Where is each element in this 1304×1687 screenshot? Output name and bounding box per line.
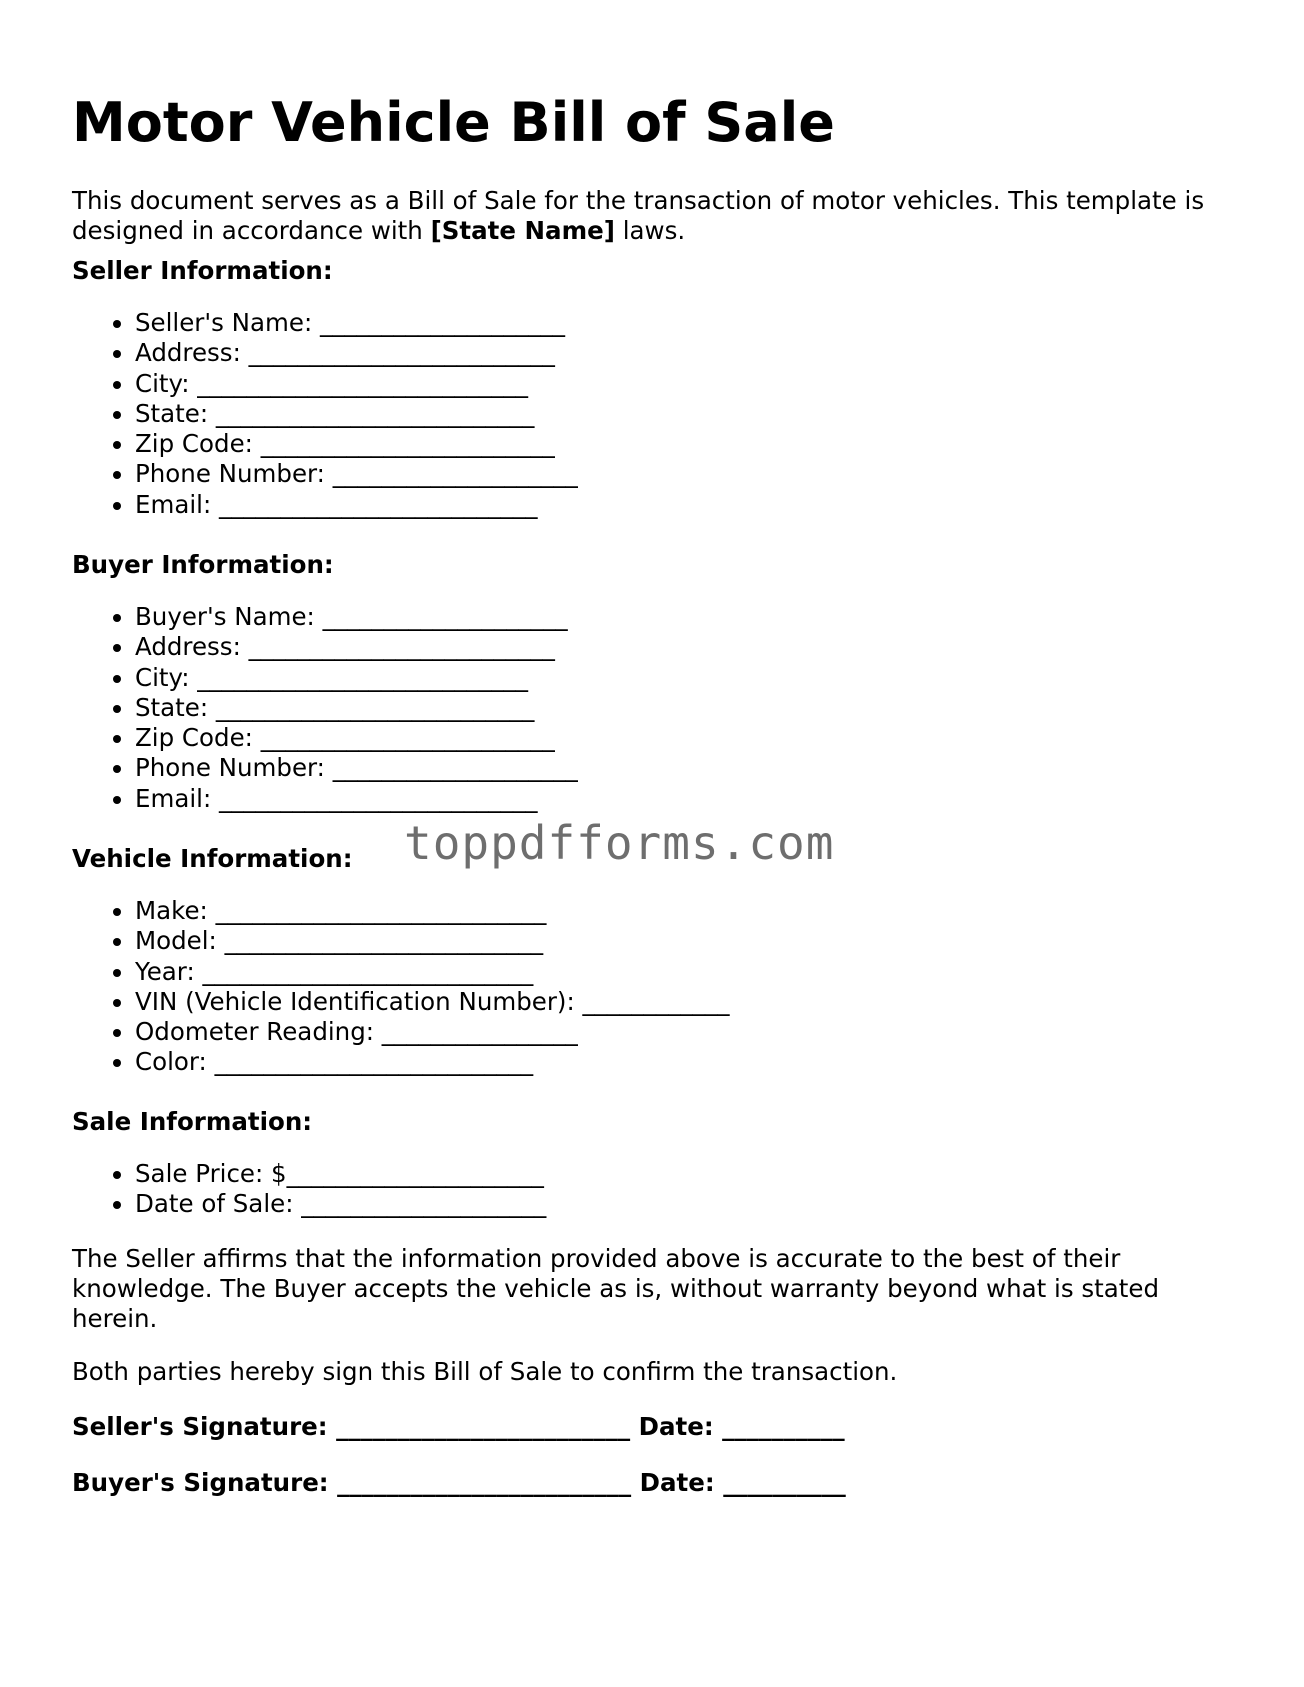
buyer-phone-field: • Phone Number: ____________________ [135,753,578,783]
seller-name-field: • Seller's Name: ____________________ [135,308,578,338]
buyer-name-field: • Buyer's Name: ____________________ [135,602,578,632]
buyer-address-field: • Address: _________________________ [135,632,578,662]
seller-zip-field: • Zip Code: ________________________ [135,429,578,459]
seller-city-field: • City: ___________________________ [135,369,578,399]
vehicle-color-field: • Color: __________________________ [135,1047,730,1077]
buyer-email-field: • Email: __________________________ [135,784,578,814]
intro-text-before: This document serves as a Bill of Sale for the transaction of motor vehicles. This template is designed in accordance with [72,186,1205,245]
buyer-section-heading: Buyer Information: [72,550,334,579]
buyer-fields-list [72,602,578,814]
vehicle-make-field: • Make: ___________________________ [135,896,730,926]
affirmation-paragraph: The Seller affirms that the information provided above is accurate to the best of their knowledge. The Buyer accepts the vehicle as is, without warranty beyond what is stated herein. [72,1244,1160,1333]
sale-section-heading: Sale Information: [72,1107,313,1136]
seller-state-field: • State: __________________________ [135,399,578,429]
vehicle-year-field: • Year: ___________________________ [135,957,730,987]
sale-date-field: • Date of Sale: ____________________ [135,1189,546,1219]
intro-text-after: laws. [614,216,686,245]
seller-phone-field: • Phone Number: ____________________ [135,459,578,489]
seller-email-field: • Email: __________________________ [135,490,578,520]
state-name-placeholder: [State Name] [430,216,615,245]
vehicle-model-field: • Model: __________________________ [135,926,730,956]
confirmation-paragraph: Both parties hereby sign this Bill of Sale to confirm the transaction. [72,1357,898,1386]
buyer-signature-line: Buyer's Signature: ________________________ Date: __________ [72,1468,846,1497]
watermark-text: toppdfforms.com [404,816,835,870]
document-title: Motor Vehicle Bill of Sale [72,91,835,154]
sale-fields-list [72,1159,546,1220]
seller-address-field: • Address: _________________________ [135,338,578,368]
vehicle-vin-field: • VIN (Vehicle Identification Number): ____________ [135,987,730,1017]
seller-section-heading: Seller Information: [72,256,333,285]
vehicle-section-heading: Vehicle Information: [72,844,353,873]
vehicle-odometer-field: • Odometer Reading: ________________ [135,1017,730,1047]
buyer-zip-field: • Zip Code: ________________________ [135,723,578,753]
intro-paragraph [72,186,1232,246]
seller-signature-line: Seller's Signature: ________________________ Date: __________ [72,1412,845,1441]
vehicle-fields-list [72,896,730,1078]
buyer-state-field: • State: __________________________ [135,693,578,723]
seller-fields-list [72,308,578,520]
sale-price-field: • Sale Price: $_____________________ [135,1159,546,1189]
buyer-city-field: • City: ___________________________ [135,663,578,693]
